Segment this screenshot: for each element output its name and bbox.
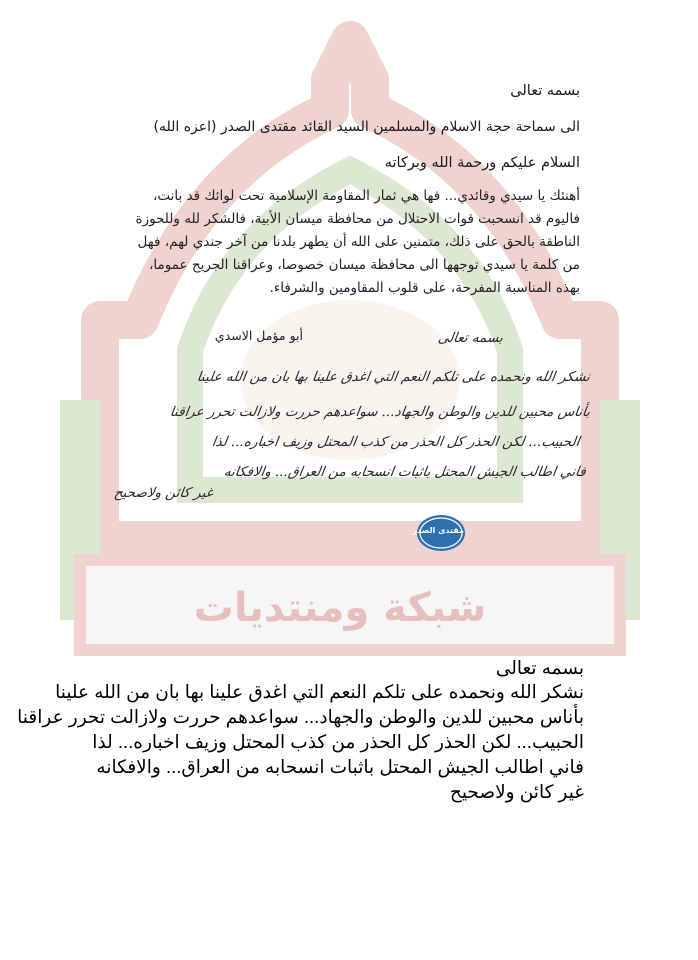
seal-text: مقتدى الصدر	[412, 526, 464, 535]
letter-signature: أبو مؤمل الاسدي	[214, 328, 303, 343]
handwritten-line: بسمه تعالى	[436, 330, 505, 346]
letter-greeting: السلام عليكم ورحمة الله وبركاته	[384, 155, 580, 171]
transcription-line: بسمه تعالى	[495, 657, 584, 678]
letter-body-line: الناطقة بالحق على ذلك، متمنين على الله أن يطهر بلدنا من آخر جندي لهم، فهل	[137, 234, 580, 250]
transcription-line: الحبيب... لكن الحذر كل الحذر من كذب المحتل وزيف اخباره... لذا	[92, 731, 584, 752]
letter-salutation: بسمه تعالى	[510, 83, 580, 99]
letter-body-line: أهنئك يا سيدي وقائدي... فها هي ثمار المقاومة الإسلامية تحت لوائك قد بانت،	[153, 188, 580, 204]
handwritten-line: نشكر الله ونحمده على تلكم النعم التي اغدق علينا بها بان من الله علينا	[195, 369, 592, 385]
transcription-line: فاني اطالب الجيش المحتل باثبات انسحابه من العراق... والافكانه	[96, 756, 584, 777]
watermark-site-name: شبكة ومنتديات	[193, 585, 487, 631]
handwritten-line: بأناس محبين للدين والوطن والجهاد... سواعدهم حررت ولازالت تحرر عراقنا	[168, 404, 592, 420]
letter-addressee: الى سماحة حجة الاسلام والمسلمين السيد القائد مقتدى الصدر (اعزه الله)	[153, 119, 580, 135]
transcription-line: بأناس محبين للدين والوطن والجهاد... سواعدهم حررت ولازالت تحرر عراقنا	[17, 706, 584, 727]
transcription-line: غير كائن ولاصحيح	[449, 781, 584, 802]
letter-body-line: فاليوم قد انسحبت قوات الاحتلال من محافظة ميسان الأبية، فالشكر لله وللحوزة	[135, 211, 580, 227]
mosque-watermark-icon	[40, 20, 660, 660]
handwritten-line: غير كائن ولاصحيح	[112, 485, 215, 501]
handwritten-line: فاني اطالب الجيش المحتل باثبات انسحابه من العراق... والافكانه	[223, 464, 588, 480]
letter-body-line: من كلمة يا سيدي توجهها الى محافظة ميسان خصوصا، وعراقنا الجريح عموما،	[149, 257, 580, 273]
handwritten-line: الحبيب... لكن الحذر كل الحذر من كذب المحتل وزيف اخباره... لذا	[211, 434, 582, 450]
transcription-line: نشكر الله ونحمده على تلكم النعم التي اغدق علينا بها بان من الله علينا	[55, 681, 584, 702]
letter-body-line: بهذه المناسبة المفرحة، على قلوب المقاومين والشرفاء.	[269, 280, 580, 296]
